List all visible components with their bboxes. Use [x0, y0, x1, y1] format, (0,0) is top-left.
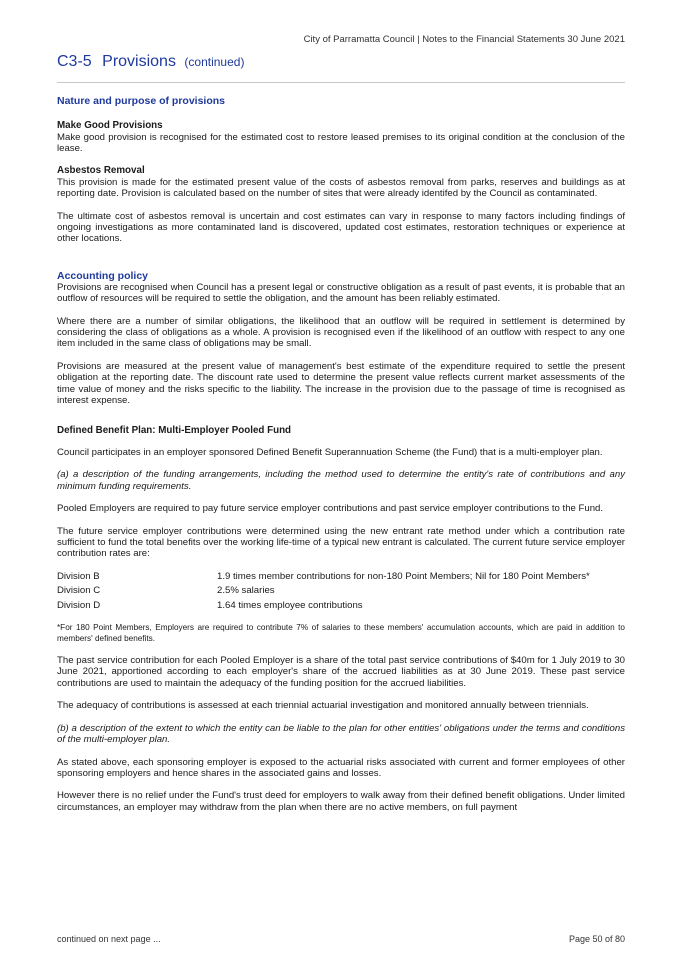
asbestos-text: This provision is made for the estimated present value of the costs of asbestos removal from parks, reserves and buildings as at reporting date. Provision is calculated based on the number of sites that were already identifed by the Council as contaminated. — [57, 176, 625, 200]
section-continued: (continued) — [184, 55, 245, 69]
asbestos-heading: Asbestos Removal — [57, 165, 145, 177]
plan-heading: Defined Benefit Plan: Multi-Employer Pooled Fund — [57, 424, 292, 436]
section-title — [57, 53, 244, 71]
plan-paragraph-7: However there is no relief under the Fund's trust deed for employers to walk away from their defined benefit obligations. Under limited circumstances, an employer may withdraw from the plan when there are no active members, on full payment — [57, 790, 625, 813]
rates-footnote: *For 180 Point Members, Employers are required to contribute 7% of salaries to these members' accumulation accounts, which are paid in addition to members' defined benefits. — [57, 623, 625, 644]
make-good-text: Make good provision is recognised for the estimated cost to restore leased premises to its original condition at the conclusion of the lease. — [57, 131, 625, 154]
rate-division: Division C — [57, 585, 101, 597]
policy-heading: Accounting policy — [57, 269, 149, 282]
body-content — [57, 95, 625, 813]
policy-paragraph-3: Provisions are measured at the present value of management's best estimate of the expenditure required to settle the present obligation at the reporting date. The discount rate used to determine the present value reflects current market assessments of the time value of money and the risks specific to the liability. The increase in the provision due to the passage of time is recognised as interest expense. — [57, 360, 625, 407]
plan-note-b: (b) a description of the extent to which the entity can be liable to the plan for other entities' obligations under the terms and conditions of the multi-employer plan. — [57, 722, 625, 746]
policy-paragraph-2: Where there are a number of similar obligations, the likelihood that an outflow will be required in settlement is determined by considering the class of obligations as a whole. A provision is recognised even if the likelihood of an outflow with respect to any one item included in the same class of obligations may be small. — [57, 315, 625, 350]
plan-paragraph-4: The past service contribution for each Pooled Employer is a share of the total past service contributions of $40m for 1 July 2019 to 30 June 2021, apportioned according to each employer's share of the accrued liabilities as at 30 June 2019. These past service contributions are used to maintain the adequacy of the funding position for the accrued liabilities. — [57, 655, 625, 689]
rate-division: Division B — [57, 570, 100, 582]
plan-paragraph-1: Council participates in an employer sponsored Defined Benefit Superannuation Scheme (the Fund) that is a multi-employer plan. — [57, 447, 603, 458]
plan-paragraph-6: As stated above, each sponsoring employer is exposed to the actuarial risks associated with current and former employees of other sponsoring employers and hence shares in the associated gains and losses. — [57, 756, 625, 779]
title-divider — [57, 82, 625, 83]
page-number: Page 50 of 80 — [568, 934, 625, 944]
plan-note-a: (a) a description of the funding arrangements, including the method used to determine the entity's rate of contributions and any minimum funding requirements. — [57, 469, 625, 492]
running-header: City of Parramatta Council | Notes to the Financial Statements 30 June 2021 — [303, 34, 625, 45]
make-good-heading: Make Good Provisions — [57, 120, 163, 131]
section-number: C3-5 — [57, 53, 92, 70]
asbestos-text-2: The ultimate cost of asbestos removal is uncertain and cost estimates can vary in response to many factors including findings of ongoing investigations as more contaminated land is discovered, updated cost estimates, restoration techniques or experience at other locations. — [57, 210, 625, 245]
continued-note: continued on next page ... — [57, 934, 161, 944]
rate-division: Division D — [57, 599, 101, 611]
rate-value: 1.9 times member contributions for non-180 Point Members; Nil for 180 Point Members* — [217, 570, 590, 582]
plan-paragraph-5: The adequacy of contributions is assessed at each triennial actuarial investigation and monitored annually between triennials. — [57, 700, 589, 712]
policy-paragraph-1: Provisions are recognised when Council has a present legal or constructive obligation as a result of past events, it is probable that an outflow of resources will be required to settle the obligation, and the amount has been reliably estimated. — [57, 281, 625, 305]
rate-value: 2.5% salaries — [217, 585, 275, 597]
nature-heading: Nature and purpose of provisions — [57, 95, 226, 107]
rate-value: 1.64 times employee contributions — [217, 599, 363, 611]
section-name: Provisions — [102, 53, 176, 70]
contribution-rates — [57, 571, 625, 611]
plan-paragraph-3: The future service employer contributions were determined using the new entrant rate method under which a contribution rate sufficient to fund the total benefits over the working life-time of a typical new entrant is calculated. The current future service employer contribution rates are: — [57, 525, 625, 560]
plan-paragraph-2: Pooled Employers are required to pay future service employer contributions and past service employer contributions to the Fund. — [57, 503, 604, 515]
